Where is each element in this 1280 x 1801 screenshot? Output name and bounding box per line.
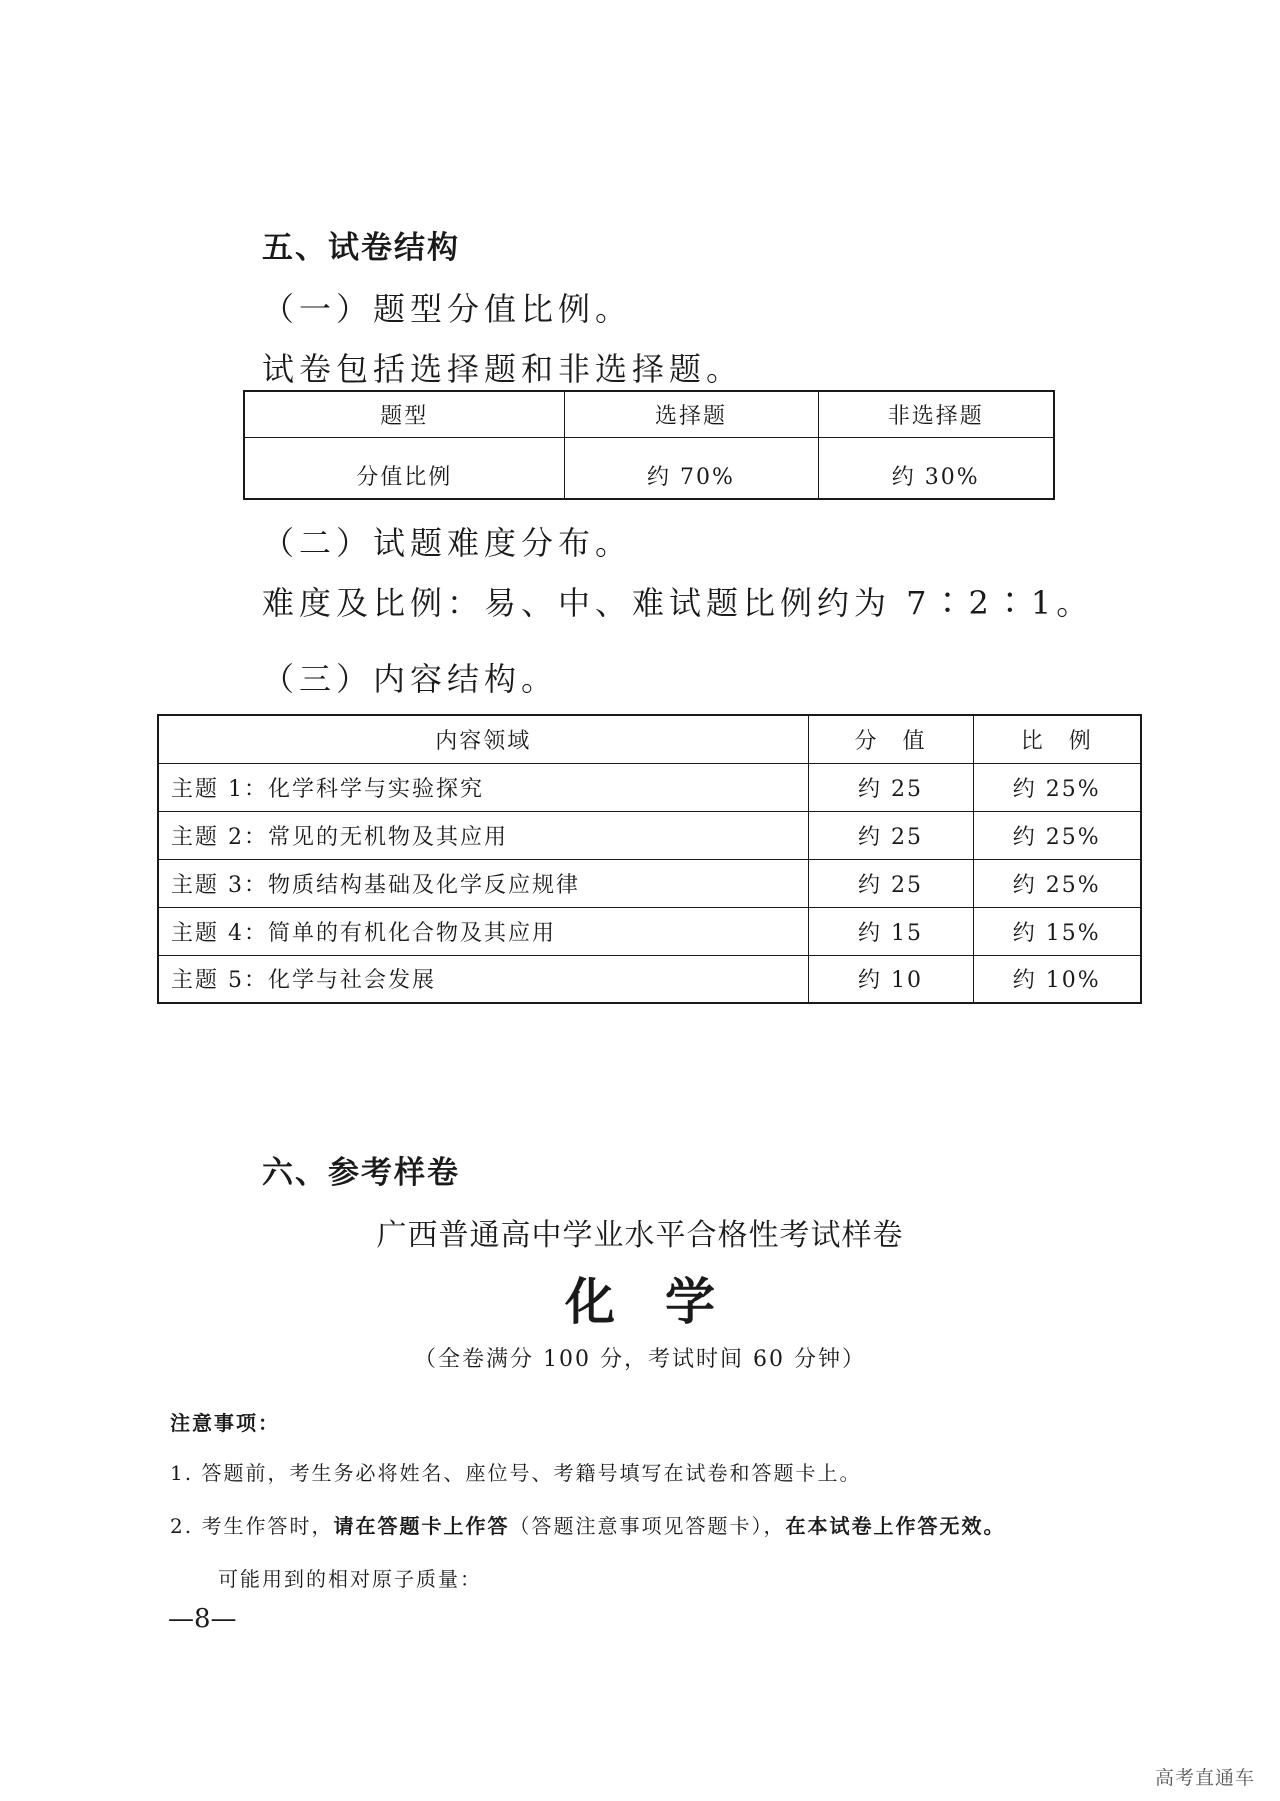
table-header-cell: 分 值 (808, 715, 973, 763)
atomic-mass-label: 可能用到的相对原子质量： (218, 1567, 482, 1591)
table-cell: 约 70% (564, 437, 818, 499)
table-header-cell: 比 例 (973, 715, 1141, 763)
table-cell: 分值比例 (244, 437, 564, 499)
subsection-3-title: （三）内容结构。 (262, 660, 559, 698)
table-row (158, 955, 1141, 1003)
table-row (244, 437, 1054, 499)
table-cell: 约 25% (973, 859, 1141, 907)
difficulty-text: 难度及比例：易、中、难试题比例约为 7∶2∶1。 (262, 584, 1094, 622)
table-header-cell: 选择题 (564, 391, 818, 437)
content-structure-table (157, 714, 1142, 1004)
table-cell: 主题 1：化学科学与实验探究 (158, 763, 808, 811)
table-header-cell: 题型 (244, 391, 564, 437)
subsection-1-title: （一）题型分值比例。 (262, 290, 633, 328)
table-row (158, 763, 1141, 811)
notice-item-2 (170, 1510, 1005, 1539)
question-type-table (243, 390, 1055, 500)
notice-2-part: 2. 考生作答时， (170, 1514, 334, 1538)
subsection-2-title: （二）试题难度分布。 (262, 524, 633, 562)
section-6-heading: 六、参考样卷 (262, 1155, 460, 1191)
table-cell: 约 25% (973, 811, 1141, 859)
table-cell: 主题 4：简单的有机化合物及其应用 (158, 907, 808, 955)
table-header-cell: 非选择题 (818, 391, 1054, 437)
table-cell: 主题 5：化学与社会发展 (158, 955, 808, 1003)
notice-2-part: （答题注意事项见答题卡）， (509, 1514, 786, 1538)
table-header-row (158, 715, 1141, 763)
table-cell: 约 15 (808, 907, 973, 955)
table-row (158, 859, 1141, 907)
notice-item-1: 1. 答题前，考生务必将姓名、座位号、考籍号填写在试卷和答题卡上。 (170, 1461, 862, 1485)
notice-title: 注意事项： (170, 1411, 280, 1435)
table-cell: 约 25% (973, 763, 1141, 811)
subject-title: 化 学 (565, 1273, 715, 1331)
table-cell: 约 10% (973, 955, 1141, 1003)
intro-text: 试卷包括选择题和非选择题。 (262, 350, 744, 388)
table-header-cell: 内容领域 (158, 715, 808, 763)
full-score-note: （全卷满分 100 分，考试时间 60 分钟） (414, 1347, 866, 1372)
table-cell: 约 25 (808, 763, 973, 811)
section-5-heading: 五、试卷结构 (262, 230, 460, 266)
table-row (158, 907, 1141, 955)
table-row (158, 811, 1141, 859)
table-cell: 主题 3：物质结构基础及化学反应规律 (158, 859, 808, 907)
notice-2-emphasis: 在本试卷上作答无效。 (785, 1514, 1006, 1538)
table-cell: 约 10 (808, 955, 973, 1003)
watermark: 高考直通车 (1155, 1767, 1256, 1789)
table-cell: 主题 2：常见的无机物及其应用 (158, 811, 808, 859)
table-cell: 约 30% (818, 437, 1054, 499)
notice-2-emphasis: 请在答题卡上作答 (333, 1514, 510, 1538)
table-cell: 约 25 (808, 811, 973, 859)
paper-title: 广西普通高中学业水平合格性考试样卷 (376, 1218, 904, 1253)
table-header-row (244, 391, 1054, 437)
table-cell: 约 15% (973, 907, 1141, 955)
page-number: —8— (168, 1604, 237, 1634)
table-cell: 约 25 (808, 859, 973, 907)
